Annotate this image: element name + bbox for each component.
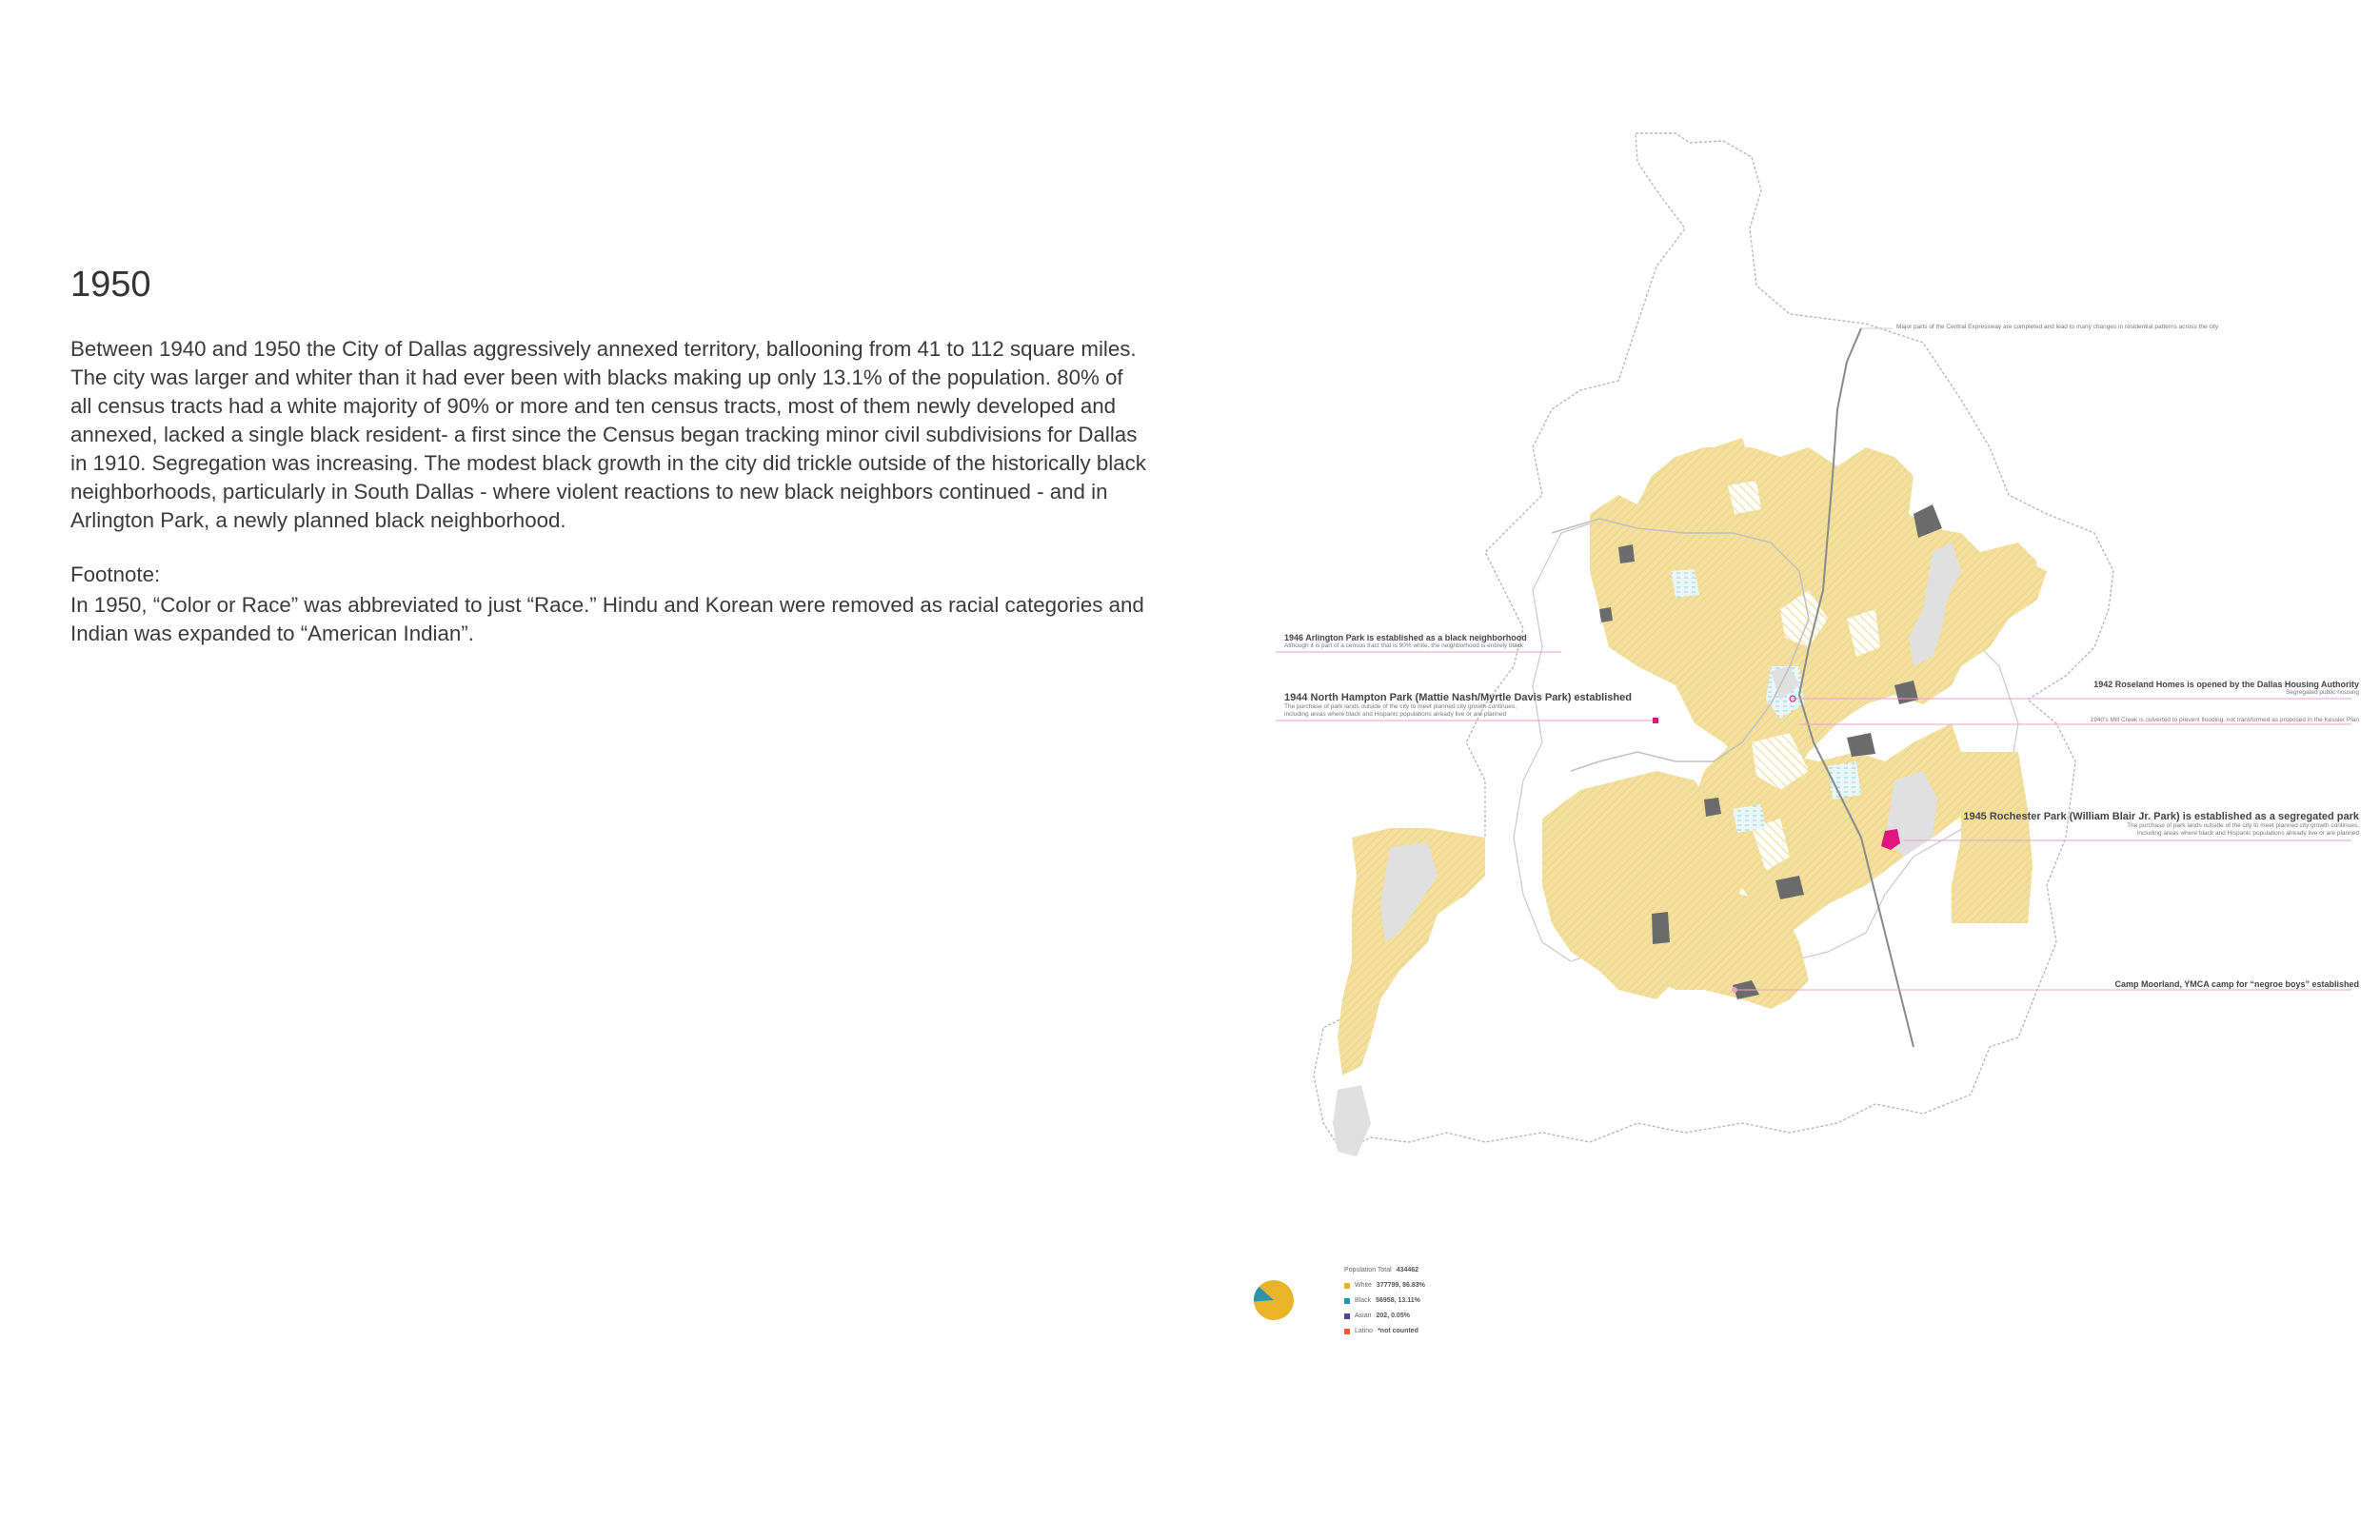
rochester-sub2: including areas where black and Hispanic populations already live or are planned [2136,830,2359,837]
footnote-title: Footnote: [70,563,161,586]
hampton-sub1: The purchase of park lands outside of the city to meet planned city growth continues, [1284,703,1517,710]
legend-row-black [1344,1293,1425,1309]
black-area-6 [1618,544,1635,563]
legend-label-white: White [1355,1282,1372,1289]
legend-swatch-latino [1344,1329,1350,1334]
rochester-title: 1945 Rochester Park (William Blair Jr. Park) is established as a segregated park [1963,811,2359,822]
annotation-expressway [1896,324,2218,330]
dotted-area-2 [1671,569,1699,598]
annotation-roseland-homes [2093,680,2359,697]
body-text: Between 1940 and 1950 the City of Dallas aggressively annexed territory, ballooning from 41 to 112 square miles. The city was larger and whiter than it had ever been with blacks making up only 13.1% of the population. 80% of all census tracts had a white majority of 90% or more and ten census tracts, most of them newly developed and annexed, lacked a single black resident- a first since the Census began tracking minor civil subdivisions for Dallas in 1910. Segregation was increasing. The modest black growth in the city did trickle outside of the historically black neighborhoods, particularly in South Dallas - where violent reactions to new black neighbors continued - and in Arlington Park, a newly planned black neighborhood. [70,337,1146,532]
annotation-mill-creek [2091,717,2359,723]
black-area-5 [1652,912,1670,944]
page-title: 1950 [70,265,151,305]
legend-label-asian: Asian [1355,1313,1372,1319]
moorland-title: Camp Moorland, YMCA camp for “negroe boys” established [2114,979,2359,989]
millcreek-text: 1940's Mill Creek is culverted to prevent flooding, not transformed as proposed in the Kessler Plan [2090,717,2359,723]
annotation-rochester-park [1963,811,2359,838]
legend-total-value: 434462 [1396,1267,1419,1273]
legend-value-latino: *not counted [1378,1328,1418,1334]
legend-label-latino: Latino [1355,1328,1374,1334]
arlington-title: 1946 Arlington Park is established as a black neighborhood [1284,633,1527,642]
legend-swatch-white [1344,1283,1350,1289]
legend-value-white: 377799, 86.83% [1376,1282,1425,1289]
hampton-title: 1944 North Hampton Park (Mattie Nash/Myrtle Davis Park) established [1284,692,1632,703]
dotted-area-4 [1733,804,1766,833]
roseland-sub: Segregated public housing [2286,689,2359,696]
population-legend [1344,1263,1425,1339]
expressway-text: Major parts of the Central Expressway are completed and lead to many changes in residential patterns across the city [1896,324,2219,330]
hampton-sub2: including areas where black and Hispanic populations already live or are planned [1284,711,1507,718]
annotation-arlington-park [1284,633,1527,650]
footnote-text: In 1950, “Color or Race” was abbreviated to just “Race.” Hindu and Korean were removed as racial categories and Indian was expanded to “American Indian”. [70,593,1144,645]
park-southwest [1333,1085,1371,1156]
population-pie-chart [1254,1280,1294,1320]
black-area-9 [1599,607,1613,622]
legend-row-latino [1344,1324,1425,1339]
arlington-sub: Although it is part of a census tract that is 90% white, the neighborhood is entirely black [1284,642,1524,649]
black-area-3 [1847,733,1875,757]
legend-row-asian [1344,1309,1425,1324]
legend-total-label: Population Total [1344,1267,1392,1273]
roseland-title: 1942 Roseland Homes is opened by the Dallas Housing Authority [2093,680,2359,689]
north-hampton-park-marker [1653,718,1658,723]
black-area-7 [1704,798,1721,817]
legend-label-black: Black [1355,1297,1372,1304]
legend-swatch-black [1344,1298,1350,1304]
legend-row-white [1344,1278,1425,1293]
white-area-east [1952,752,2033,923]
legend-value-asian: 202, 0.05% [1376,1313,1410,1319]
camp-moorland-marker [1732,987,1737,993]
legend-total [1344,1263,1425,1278]
annotation-camp-moorland [2114,979,2359,989]
legend-value-black: 56958, 13.11% [1376,1297,1420,1304]
rochester-sub1: The purchase of park lands outside of the city to meet planned city growth continues, [2127,822,2359,829]
legend-swatch-asian [1344,1313,1350,1319]
annotation-north-hampton-park [1284,692,1632,719]
